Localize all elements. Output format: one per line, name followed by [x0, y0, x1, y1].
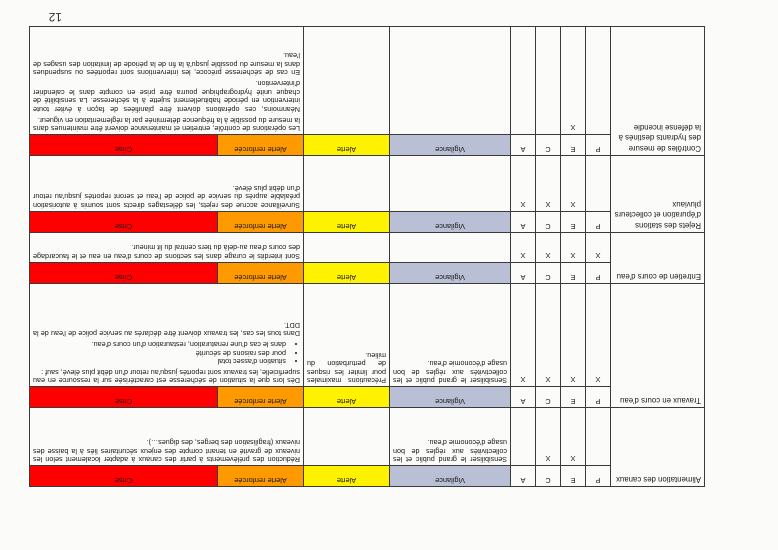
code-e: E: [561, 466, 586, 487]
reinforced-crisis-measure: Surveillance accrue des rejets, les délestages directs sont soumis à autorisation préalable auprès du service de police de l'eau et seront reportés jusqu'au retour d'un débit plus élevé.: [30, 155, 304, 211]
list-item: • situation d'assec total: [33, 357, 286, 366]
code-a: A: [511, 135, 536, 156]
mark-a: X: [511, 155, 536, 211]
table-row: [30, 466, 705, 487]
code-e: E: [561, 262, 586, 283]
code-p: P: [586, 212, 611, 233]
level-crise: Crise: [30, 135, 218, 156]
code-a: A: [511, 466, 536, 487]
row-theme: Travaux en cours d'eau: [611, 283, 705, 407]
code-p: P: [586, 466, 611, 487]
table-row: [30, 135, 705, 156]
row-theme: Rejets des stations d'épuration et collecteurs pluviaux: [611, 155, 705, 232]
table-row: [30, 212, 705, 233]
level-alerte-renforcee: Alerte renforcée: [218, 212, 304, 233]
mark-p: X: [586, 232, 611, 262]
mark-p: X: [586, 283, 611, 387]
hydrants-paragraph: Les opérations de contrôle, entretien et maintenance doivent être maintenues dans la mesure du possible à la fréquence déterminée par la réglementation en vigueur.: [33, 115, 300, 134]
code-a: A: [511, 262, 536, 283]
code-c: C: [536, 135, 561, 156]
table-row: [30, 387, 705, 408]
mark-p: [586, 27, 611, 135]
level-vigilance: Vigilance: [390, 387, 511, 408]
level-alerte-renforcee: Alerte renforcée: [218, 387, 304, 408]
code-p: P: [586, 135, 611, 156]
level-alerte: Alerte: [304, 387, 390, 408]
code-c: C: [536, 262, 561, 283]
row-theme: Alimentation des canaux: [611, 408, 705, 487]
table-row: [30, 155, 705, 211]
mark-c: X: [536, 155, 561, 211]
alerte-measure: [304, 408, 390, 466]
mark-e: X: [561, 155, 586, 211]
mark-a: [511, 408, 536, 466]
hydrants-paragraph: En cas de sécheresse précoce, les interventions sont reportées ou suspendues dans la mesure du possible jusqu'à la fin de la période de limitation des usages de l'eau.: [33, 51, 300, 78]
level-alerte: Alerte: [304, 135, 390, 156]
reinforced-crisis-measure: Réduction des prélèvements à partir des canaux à adapter localement selon les niveaux de gravité en tenant compte des enjeux sécuritaires liés à la baisse des niveaux (fragilisation des berges, des digues…).: [30, 408, 304, 466]
code-c: C: [536, 466, 561, 487]
code-e: E: [561, 212, 586, 233]
level-crise: Crise: [30, 466, 218, 487]
mark-e: X: [561, 283, 586, 387]
level-vigilance: Vigilance: [390, 212, 511, 233]
level-crise: Crise: [30, 387, 218, 408]
level-crise: Crise: [30, 262, 218, 283]
alerte-measure: [304, 27, 390, 135]
vigilance-measure: Sensibiliser le grand public et les collectivités aux règles de bon usage d'économie d'eau.: [390, 408, 511, 466]
vigilance-measure: [390, 155, 511, 211]
row-theme: Entretien de cours d'eau: [611, 232, 705, 283]
table-row: [30, 27, 705, 135]
code-a: A: [511, 387, 536, 408]
vigilance-measure: [390, 232, 511, 262]
works-exceptions-list: [33, 339, 286, 365]
reinforced-crisis-measure: [30, 283, 304, 387]
mark-c: X: [536, 408, 561, 466]
level-vigilance: Vigilance: [390, 262, 511, 283]
level-vigilance: Vigilance: [390, 135, 511, 156]
page-number: 12: [48, 10, 62, 24]
mark-a: X: [511, 232, 536, 262]
vigilance-measure: Sensibiliser le grand public et les collectivités aux règles de bon usage d'économie d'eau.: [390, 283, 511, 387]
code-p: P: [586, 387, 611, 408]
mark-c: [536, 27, 561, 135]
code-p: P: [586, 262, 611, 283]
code-a: A: [511, 212, 536, 233]
level-crise: Crise: [30, 212, 218, 233]
mark-c: X: [536, 283, 561, 387]
level-alerte: Alerte: [304, 262, 390, 283]
alerte-measure: Précautions maximales pour limiter les risques de perturbation du milieu.: [304, 283, 390, 387]
table-row: [30, 408, 705, 466]
mark-p: [586, 408, 611, 466]
code-c: C: [536, 212, 561, 233]
mark-a: [511, 27, 536, 135]
table-row: [30, 262, 705, 283]
level-alerte-renforcee: Alerte renforcée: [218, 135, 304, 156]
code-e: E: [561, 135, 586, 156]
level-alerte-renforcee: Alerte renforcée: [218, 466, 304, 487]
vigilance-measure: [390, 27, 511, 135]
mark-e: X: [561, 232, 586, 262]
alerte-measure: [304, 155, 390, 211]
level-alerte: Alerte: [304, 466, 390, 487]
mark-e: X: [561, 408, 586, 466]
restriction-measures-table: [29, 26, 705, 487]
works-intro: Dès lors que la situation de sécheresse est caractérisée sur la ressource en eau superficielle, les travaux sont reportés jusqu'au retour d'un débit plus élevé, sauf :: [33, 367, 300, 386]
list-item: • dans le cas d'une renaturation, restauration d'un cours d'eau.: [33, 339, 286, 348]
works-outro: Dans tous les cas, les travaux doivent être déclarés au service police de l'eau de la DDT.: [33, 320, 300, 339]
level-vigilance: Vigilance: [390, 466, 511, 487]
code-e: E: [561, 387, 586, 408]
table-row: [30, 283, 705, 387]
list-item: • pour des raisons de sécurité: [33, 348, 286, 357]
level-alerte: Alerte: [304, 212, 390, 233]
reinforced-crisis-measure: [30, 27, 304, 135]
hydrants-paragraph: Néanmoins, ces opérations doivent être planifiées de façon à éviter toute intervention en période habituellement sujette à la sécheresse. La sensibilité de chaque unité hydrographique pourra être prise en compte dans le calendrier d'intervention.: [33, 79, 300, 114]
mark-a: X: [511, 283, 536, 387]
alerte-measure: [304, 232, 390, 262]
code-c: C: [536, 387, 561, 408]
level-alerte-renforcee: Alerte renforcée: [218, 262, 304, 283]
reinforced-crisis-measure: Sont interdits le curage dans les sections de cours d'eau en eau et le faucardage des cours d'eau au-delà du tiers central du lit mineur.: [30, 232, 304, 262]
mark-p: [586, 155, 611, 211]
table-row: [30, 232, 705, 262]
row-theme: Contrôles de mesure des hydrants destinés à la défense incendie: [611, 27, 705, 156]
mark-c: X: [536, 232, 561, 262]
mark-e: X: [561, 27, 586, 135]
